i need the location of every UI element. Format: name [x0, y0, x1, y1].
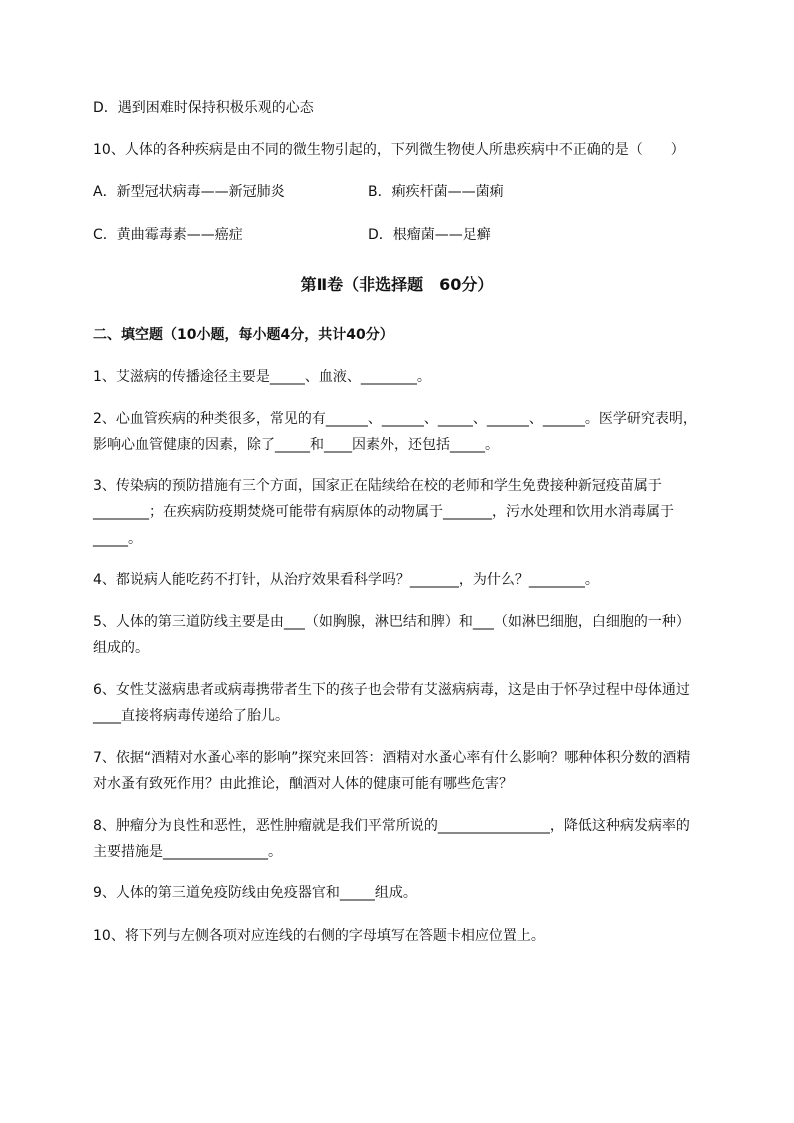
fill-q6-line1: 6、女性艾滋病患者或病毒携带者生下的孩子也会带有艾滋病病毒，这是由于怀孕过程中母体通过 — [93, 682, 690, 698]
fill-q6-line2: ____直接将病毒传递给了胎儿。 — [93, 708, 289, 724]
q10-option-c: C．黄曲霉毒素——癌症 — [93, 227, 243, 243]
fill-q3-line1: 3、传染病的预防措施有三个方面，国家正在陆续给在校的老师和学生免费接种新冠疫苗属于 — [93, 478, 662, 494]
part2-title: 第Ⅱ卷（非选择题 60分） — [300, 275, 494, 294]
q9-option-d: D．遇到困难时保持积极乐观的心态 — [93, 100, 314, 116]
fill-q2-line1: 2、心血管疾病的种类很多，常见的有______、______、_____、______、______。医学研究表明， — [93, 411, 697, 427]
fill-q7-line2: 对水蚤有致死作用？由此推论，酗酒对人体的健康可能有哪些危害？ — [93, 776, 513, 792]
q10-option-d: D．根瘤菌——足癣 — [368, 227, 491, 243]
fill-q8-line2: 主要措施是_______________。 — [93, 844, 282, 860]
fill-q4-line1: 4、都说病人能吃药不打针，从治疗效果看科学吗？_______，为什么？________。 — [93, 572, 599, 588]
fill-q9-line1: 9、人体的第三道免疫防线由免疫器官和_____组成。 — [93, 885, 417, 901]
q10-stem: 10、人体的各种疾病是由不同的微生物引起的，下列微生物使人所患疾病中不正确的是（ ） — [93, 142, 685, 158]
fill-q3-line3: _____。 — [93, 531, 142, 547]
fill-q2-line2: 影响心血管健康的因素，除了_____和____因素外，还包括_____。 — [93, 437, 499, 453]
fill-q7-line1: 7、依据“酒精对水蚤心率的影响”探究来回答：酒精对水蚤心率有什么影响？哪种体积分数的酒精 — [93, 750, 691, 766]
fill-q5-line2: 组成的。 — [93, 640, 149, 656]
fill-q8-line1: 8、肿瘤分为良性和恶性，恶性肿瘤就是我们平常所说的________________，降低这种病发病率的 — [93, 818, 690, 834]
section-title: 二、填空题（10小题，每小题4分，共计40分） — [93, 327, 394, 343]
fill-q3-line2: ________；在疾病防疫期焚烧可能带有病原体的动物属于_______，污水处理和饮用水消毒属于 — [93, 504, 674, 520]
fill-q5-line1: 5、人体的第三道防线主要是由___（如胸腺，淋巴结和脾）和___（如淋巴细胞，白细胞的一种） — [93, 614, 690, 630]
q10-option-b: B．痢疾杆菌——菌痢 — [368, 184, 504, 200]
fill-q1-line1: 1、艾滋病的传播途径主要是_____、血液、________。 — [93, 369, 431, 385]
q10-option-a: A．新型冠状病毒——新冠肺炎 — [93, 184, 285, 200]
fill-q10-line1: 10、将下列与左侧各项对应连线的右侧的字母填写在答题卡相应位置上。 — [93, 928, 545, 944]
